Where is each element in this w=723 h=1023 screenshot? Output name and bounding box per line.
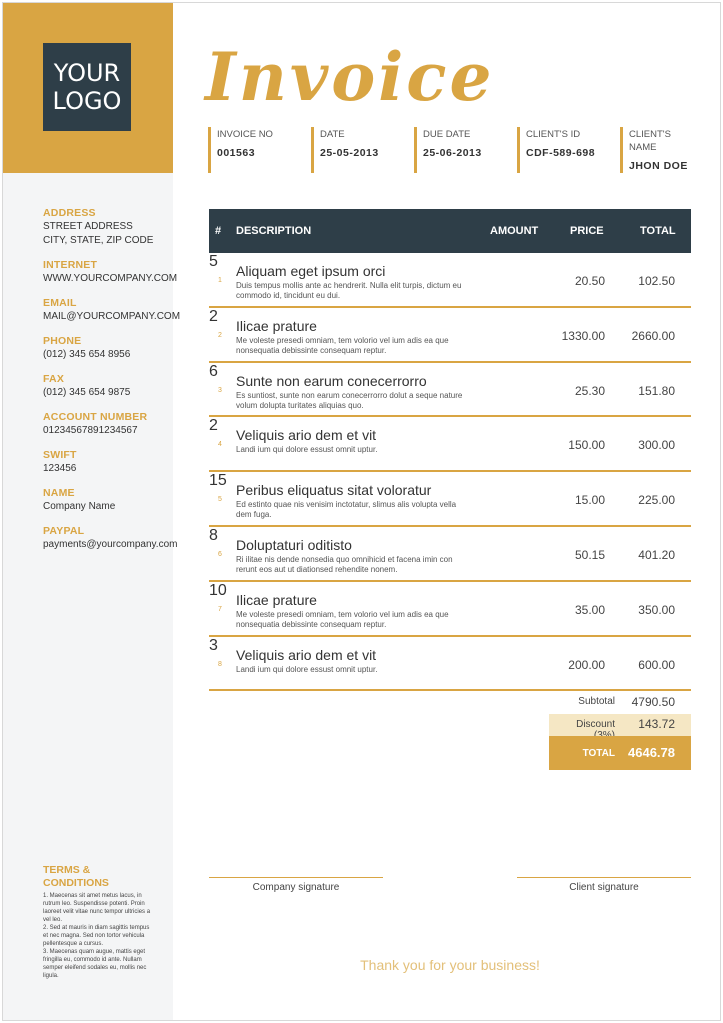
row-number: 4: [218, 441, 222, 449]
meta-label: INVOICE NO: [217, 129, 273, 140]
item-price: 20.50: [574, 274, 605, 288]
contact-label: ACCOUNT NUMBER: [43, 411, 148, 423]
meta-item: [414, 127, 482, 173]
meta-value: CDF-589-698: [526, 147, 596, 159]
item-description: Me voleste presedi omniam, tem volorio vel ium adis ea que nonsequatia debissinte consequam reptur.: [236, 335, 449, 355]
table-row: [209, 472, 691, 527]
contact-value: CITY, STATE, ZIP CODE: [43, 235, 154, 246]
item-name: Ilicae prature: [236, 317, 317, 334]
meta-value: JHON DOE: [629, 160, 688, 172]
meta-label: DUE DATE: [423, 129, 471, 140]
contact-label: INTERNET: [43, 259, 98, 271]
item-total: 2660.00: [631, 328, 675, 343]
contact-value: 123456: [43, 463, 77, 474]
table-row: [209, 527, 691, 582]
total-label: TOTAL: [582, 748, 615, 759]
contact-label: SWIFT: [43, 449, 77, 461]
contact-block: [43, 259, 178, 286]
contact-value: (012) 345 654 9875: [43, 387, 131, 398]
item-total: 600.00: [638, 657, 675, 672]
contact-value: MAIL@YOURCOMPANY.COM: [43, 311, 181, 322]
item-name: Doluptaturi oditisto: [236, 536, 352, 553]
contact-value: Company Name: [43, 501, 116, 512]
row-number: 7: [218, 605, 222, 613]
contact-info: [43, 207, 181, 563]
logo-line-2: LOGO: [52, 87, 122, 115]
item-total: 151.80: [638, 383, 675, 398]
item-description: Duis tempus mollis ante ac hendrerit. Nulla elit turpis, dictum eu commodo id, tincidunt eu dui.: [236, 281, 462, 300]
row-number: 3: [218, 386, 222, 394]
client-signature: Client signature: [517, 877, 691, 893]
item-name: Sunte non earum conecerrorro: [236, 372, 427, 389]
item-name: Aliquam eget ipsum orci: [236, 263, 386, 279]
item-description: Landi ium qui dolore essust omnit uptur.: [236, 664, 378, 674]
contact-label: ADDRESS: [43, 207, 96, 219]
header-price: PRICE: [570, 225, 604, 237]
terms-text: [43, 892, 151, 980]
table-row: [209, 637, 691, 692]
item-name: Veliquis ario dem et vit: [236, 427, 377, 444]
item-amount: 2: [209, 417, 218, 435]
table-row: [209, 417, 691, 472]
meta-item: [620, 127, 698, 173]
item-price: 25.30: [574, 383, 605, 398]
item-description: Ri ilitae nis dende nonsedia quo omnihicid et facena imin con rerunt eos aut ut diationsed rehendite nonem.: [236, 554, 453, 574]
contact-value: (012) 345 654 8956: [43, 349, 131, 360]
item-amount: 10: [209, 581, 227, 599]
header-total: TOTAL: [640, 225, 676, 237]
item-amount: 5: [209, 253, 218, 270]
contact-block: [43, 411, 171, 438]
row-number: 2: [218, 331, 222, 339]
row-number: 1: [218, 277, 222, 284]
contact-value: payments@yourcompany.com: [43, 539, 178, 550]
table-row: [209, 253, 691, 308]
contact-label: FAX: [43, 373, 65, 385]
meta-value: 25-05-2013: [320, 147, 379, 159]
contact-block: [43, 335, 171, 362]
company-logo: [43, 43, 131, 131]
item-total: 401.20: [638, 547, 675, 562]
meta-item: [208, 127, 273, 173]
contact-value: 01234567891234567: [43, 425, 138, 436]
contact-block: [43, 373, 171, 400]
item-price: 150.00: [568, 438, 605, 453]
logo-band: [3, 3, 173, 173]
terms-item: 3. Maecenas quam augue, mattis eget fringilla eu, commodo id ante. Nullam semper eleifend sodales eu, mollis nec ligula.: [43, 949, 147, 979]
item-name: Ilicae prature: [236, 591, 317, 608]
contact-block: [43, 449, 171, 476]
invoice-title: Invoice: [205, 38, 495, 116]
logo-line-1: YOUR: [53, 59, 121, 87]
item-total: 102.50: [638, 274, 675, 288]
row-number: 6: [218, 550, 222, 558]
table-row: [209, 582, 691, 637]
item-description: Ed estinto quae nis venisim inctotatur, slimus alis volupta vella dem fuga.: [236, 500, 457, 520]
total-value: 4646.78: [628, 745, 675, 760]
contact-block: [43, 525, 178, 552]
terms-item: 2. Sed at mauris in diam sagittis tempus et nec magna. Sed non tortor vehicula pellentesque a cursus.: [43, 925, 150, 947]
subtotal-label: Subtotal: [578, 696, 615, 707]
contact-label: PHONE: [43, 335, 82, 347]
contact-value: WWW.YOURCOMPANY.COM: [43, 273, 178, 284]
item-total: 350.00: [638, 602, 675, 617]
contact-block: [43, 487, 171, 514]
invoice-meta: [208, 127, 698, 175]
contact-value: STREET ADDRESS: [43, 221, 133, 232]
item-description: Es suntiost, sunte non earum conecerrorro dolut a seque nature volum dolupta turitates aliquias quo.: [236, 390, 463, 410]
item-total: 225.00: [638, 493, 675, 508]
sidebar: [3, 3, 181, 1021]
item-amount: 3: [209, 636, 218, 654]
discount-row: [549, 714, 691, 736]
contact-block: [43, 207, 171, 248]
invoice-items: [209, 253, 691, 691]
terms-item: 1. Maecenas sit amet metus lacus, in rutrum leo. Suspendisse potenti. Proin laoreet velit vitae nunc tempor ultricies a vel leo.: [43, 893, 151, 923]
discount-value: 143.72: [638, 717, 675, 731]
invoice-page: [2, 2, 721, 1021]
header-num: #: [215, 225, 222, 237]
terms-and-conditions: [43, 864, 151, 980]
item-total: 300.00: [638, 438, 675, 453]
item-amount: 8: [209, 526, 218, 544]
total-row: [549, 736, 691, 770]
item-name: Peribus eliquatus sitat voloratur: [236, 482, 432, 499]
row-number: 8: [218, 660, 222, 668]
contact-label: PAYPAL: [43, 525, 85, 537]
meta-value: 25-06-2013: [423, 147, 482, 159]
header-amount: AMOUNT: [490, 225, 539, 237]
item-amount: 2: [209, 307, 218, 325]
thank-you-note: Thank you for your business!: [360, 957, 540, 973]
item-price: 35.00: [574, 602, 605, 617]
item-amount: 6: [209, 362, 218, 380]
contact-label: NAME: [43, 487, 75, 499]
meta-label: CLIENT'S ID: [526, 129, 581, 140]
item-amount: 15: [209, 472, 227, 490]
meta-item: [311, 127, 379, 173]
item-description: Landi ium qui dolore essust omnit uptur.: [236, 445, 378, 455]
header-description: DESCRIPTION: [236, 225, 312, 237]
discount-label: Discount: [576, 719, 615, 730]
table-header: [209, 209, 691, 253]
subtotal-value: 4790.50: [631, 695, 675, 709]
terms-label: TERMS & CONDITIONS: [43, 864, 109, 889]
contact-block: [43, 297, 181, 324]
meta-value: 001563: [217, 147, 256, 159]
item-name: Veliquis ario dem et vit: [236, 646, 377, 663]
company-signature: Company signature: [209, 877, 383, 893]
item-price: 200.00: [568, 657, 605, 672]
item-description: Me voleste presedi omniam, tem volorio vel ium adis ea que nonsequatia debissinte consequam reptur.: [236, 609, 449, 629]
meta-label: DATE: [320, 129, 345, 140]
row-number: 5: [218, 496, 222, 504]
item-price: 50.15: [574, 547, 605, 562]
meta-item: [517, 127, 595, 173]
item-price: 15.00: [574, 493, 605, 508]
table-row: [209, 363, 691, 418]
meta-label: CLIENT'S NAME: [629, 129, 671, 153]
contact-label: EMAIL: [43, 297, 77, 309]
table-row: [209, 308, 691, 363]
item-price: 1330.00: [561, 328, 605, 343]
